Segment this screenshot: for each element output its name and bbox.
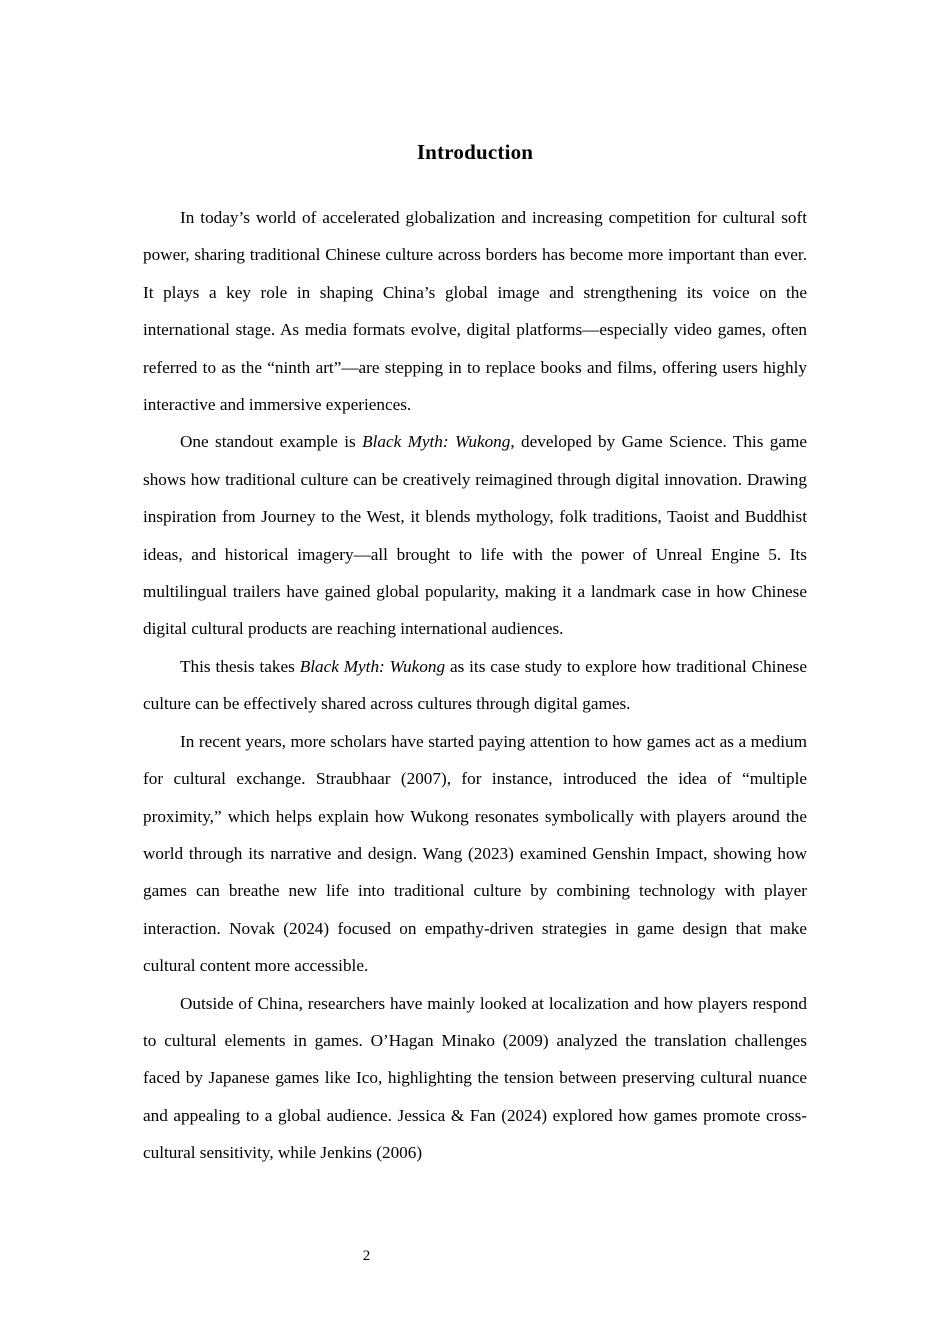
page-number: 2 — [362, 1248, 371, 1264]
paragraph-outside-china-localization: Outside of China, researchers have mainly looked at localization and how players respond to cultural elements in games. O’Hagan Minako (2009) analyzed the translation challenges faced by Japanese games like Ico, highlighting the tension between preserving cultural nuance and appealing to a global audience. Jessica & Fan (2024) explored how games promote cross-cultural sensitivity, while Jenkins (2006) — [143, 993, 807, 1163]
paragraph-thesis-statement: This thesis takes Black Myth: Wukong as its case study to explore how traditional Chinese culture can be effectively shared across cultures through digital games. — [143, 656, 807, 714]
paragraph-globalization: In today’s world of accelerated globalization and increasing competition for cultural soft power, sharing traditional Chinese culture across borders has become more important than ever. It plays a key role in shaping China’s global image and strengthening its voice on the international stage. As media formats evolve, digital platforms—especially video games, often referred to as the “ninth art”—are stepping in to replace books and films, offering users highly interactive and immersive experiences. — [143, 208, 807, 415]
italic-work-title: Black Myth: Wukong — [362, 432, 511, 452]
italic-work-title: Black Myth: Wukong — [299, 656, 446, 676]
paragraph-scholars-cultural-exchange: In recent years, more scholars have started paying attention to how games act as a medium for cultural exchange. Straubhaar (2007), for instance, introduced the idea of “multiple proximity,” which helps explain how Wukong resonates symbolically with players around the world through its narrative and design. Wang (2023) examined Genshin Impact, showing how games can breathe new life into traditional culture by combining technology with player interaction. Novak (2024) focused on empathy-driven strategies in game design that make cultural content more accessible. — [143, 731, 807, 976]
body-text-block — [143, 199, 807, 1172]
paragraph-black-myth-example: One standout example is Black Myth: Wukong, developed by Game Science. This game shows how traditional culture can be creatively reimagined through digital innovation. Drawing inspiration from Journey to the West, it blends mythology, folk traditions, Taoist and Buddhist ideas, and historical imagery—all brought to life with the power of Unreal Engine 5. Its multilingual trailers have gained global popularity, making it a landmark case in how Chinese digital cultural products are reaching international audiences. — [143, 432, 807, 639]
page-title: Introduction — [416, 140, 534, 165]
